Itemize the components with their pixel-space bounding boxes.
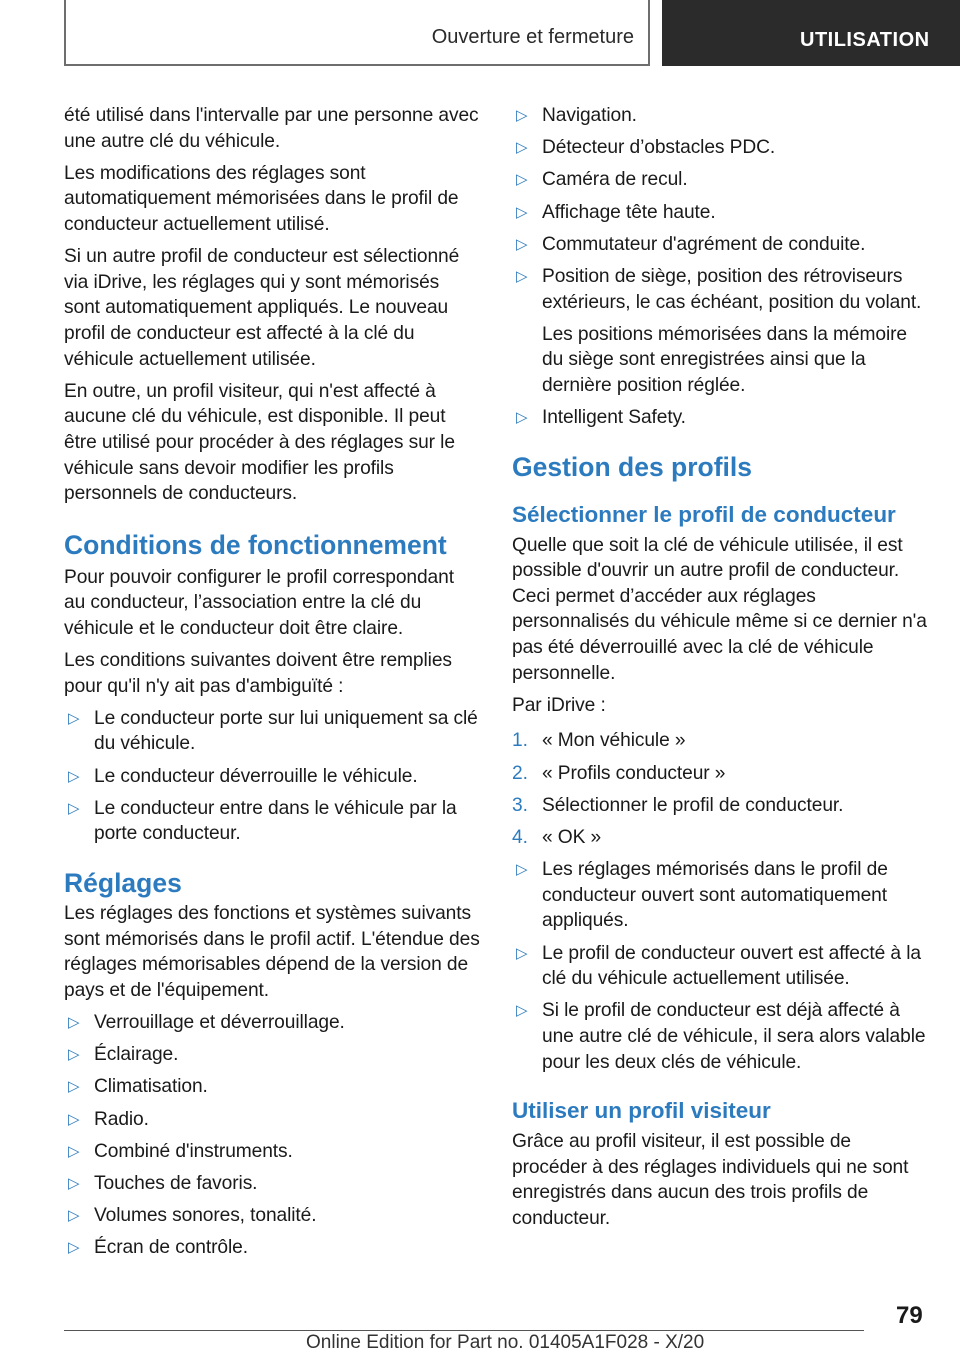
list-item-note: Les positions mémorisées dans la mémoire du siège sont enregistrées ainsi que la dernière position réglée.: [542, 323, 907, 396]
paragraph: Si un autre profil de conducteur est sélectionné via iDrive, les réglages qui y sont mémorisés sont automatiquement appliqués. Le nouveau profil de conducteur est affecté à la clé du véhicule actuellement utilisée.: [64, 246, 460, 370]
triangle-bullet-icon: ▷: [68, 1174, 80, 1192]
list-item: ▷ Radio.: [64, 1107, 480, 1133]
conditions-list: [64, 706, 480, 847]
step-number: 2.: [512, 762, 528, 784]
paragraph: Par iDrive :: [512, 694, 606, 716]
list-item: ▷ Touches de favoris.: [64, 1171, 480, 1197]
footer-edition: Online Edition for Part no. 01405A1F028 - X/20: [306, 1332, 705, 1353]
triangle-bullet-icon: ▷: [516, 203, 528, 221]
triangle-bullet-icon: ▷: [516, 171, 528, 189]
reglages-list: [64, 1010, 480, 1261]
header-chapter-tab: [662, 0, 960, 66]
list-item: ▷ Combiné d'instruments.: [64, 1139, 480, 1165]
header-section-box: [64, 0, 650, 66]
paragraph: Grâce au profil visiteur, il est possible de procéder à des réglages individuels qui ne sont enregistrés dans aucun des trois profils de conducteur.: [512, 1131, 909, 1229]
header-chapter-label: UTILISATION: [800, 29, 930, 51]
heading-reglages: Réglages: [64, 868, 182, 898]
list-item: ▷ Le conducteur déverrouille le véhicule.: [64, 764, 480, 790]
list-item: 2. « Profils conducteur »: [512, 761, 928, 787]
left-column: [64, 103, 480, 1267]
triangle-bullet-icon: ▷: [68, 767, 80, 785]
list-item: ▷ Intelligent Safety.: [512, 405, 928, 431]
list-item: ▷ Le conducteur porte sur lui uniquement sa clé du véhicule.: [68, 707, 478, 755]
heading-select-profile: Sélectionner le profil de conducteur: [512, 501, 896, 527]
paragraph: En outre, un profil visiteur, qui n'est affecté à aucune clé du véhicule, est disponible. Il peut être utilisé pour procéder à des réglages sur le véhicule sans devoir modifier les profils personnels de conducteurs.: [64, 380, 455, 505]
step-number: 3.: [512, 794, 528, 816]
step-number: 4.: [512, 827, 528, 848]
steps-list: [512, 728, 928, 850]
list-item: 1. « Mon véhicule »: [512, 728, 928, 754]
triangle-bullet-icon: ▷: [516, 139, 528, 157]
paragraph: Les conditions suivantes doivent être remplies pour qu'il n'y ait pas d'ambiguïté :: [64, 650, 452, 697]
list-item: ▷ Commutateur d'agrément de conduite.: [512, 232, 928, 258]
list-item: 3. Sélectionner le profil de conducteur.: [512, 793, 928, 819]
list-item: ▷ Navigation.: [512, 103, 928, 129]
page-header: [0, 0, 960, 66]
list-item: ▷ Le profil de conducteur ouvert est affecté à la clé du véhicule actuellement utilisée.: [516, 942, 921, 990]
triangle-bullet-icon: ▷: [68, 1110, 80, 1128]
triangle-bullet-icon: ▷: [68, 799, 80, 817]
step-number: 1.: [512, 730, 528, 752]
triangle-bullet-icon: ▷: [516, 861, 528, 879]
heading-visitor-profile: Utiliser un profil visiteur: [512, 1098, 771, 1124]
list-item: ▷ Éclairage.: [64, 1042, 480, 1068]
paragraph: Quelle que soit la clé de véhicule utilisée, il est possible d'ouvrir un autre profil de conducteur. Ceci permet d’accéder aux réglages personnalisés du véhicule même si ce dernier n'a pas été déverrouillé avec la clé de véhicule personnelle.: [512, 534, 927, 684]
triangle-bullet-icon: ▷: [516, 409, 528, 427]
triangle-bullet-icon: ▷: [516, 107, 528, 124]
triangle-bullet-icon: ▷: [68, 1013, 80, 1031]
paragraph: Les modifications des réglages sont automatiquement mémorisées dans le profil de conducteur actuellement utilisé.: [64, 162, 459, 235]
list-item: ▷ Position de siège, position des rétroviseurs extérieurs, le cas échéant, position du volant. Les positions mémorisées dans la mémoire du siège sont enregistrées ainsi que la dernière position réglée.: [512, 264, 928, 399]
heading-conditions: Conditions de fonctionnement: [64, 529, 447, 560]
triangle-bullet-icon: ▷: [68, 1239, 80, 1257]
list-item: 4. « OK »: [512, 825, 928, 851]
list-item: ▷ Affichage tête haute.: [512, 200, 928, 226]
paragraph: Les réglages des fonctions et systèmes suivants sont mémorisés dans le profil actif. L'étendue des réglages mémorisables dépend de la version de pays et de l'équipement.: [64, 903, 480, 1001]
paragraph: Pour pouvoir configurer le profil correspondant au conducteur, l’association entre la clé du véhicule et le conducteur doit être claire.: [64, 566, 454, 639]
triangle-bullet-icon: ▷: [68, 1078, 80, 1096]
list-item: ▷ Caméra de recul.: [512, 167, 928, 193]
right-column: [512, 103, 928, 1238]
paragraph: été utilisé dans l'intervalle par une personne avec une autre clé du véhicule.: [64, 105, 479, 152]
header-section-title: Ouverture et fermeture: [431, 26, 634, 48]
list-item: ▷ Écran de contrôle.: [64, 1235, 480, 1261]
triangle-bullet-icon: ▷: [68, 709, 80, 727]
list-item: ▷ Climatisation.: [64, 1074, 480, 1100]
list-item: ▷ Le conducteur entre dans le véhicule par la porte conducteur.: [68, 797, 457, 845]
list-item: ▷ Volumes sonores, tonalité.: [64, 1203, 480, 1229]
reglages-list-continued: [512, 103, 928, 431]
triangle-bullet-icon: ▷: [516, 944, 528, 962]
list-item: ▷ Si le profil de conducteur est déjà affecté à une autre clé de véhicule, il sera alors valable pour les deux clés de véhicule.: [516, 1000, 926, 1073]
footer-divider: [64, 1330, 864, 1331]
results-list: [512, 857, 928, 1075]
triangle-bullet-icon: ▷: [516, 267, 528, 285]
triangle-bullet-icon: ▷: [68, 1207, 80, 1225]
triangle-bullet-icon: ▷: [68, 1046, 80, 1064]
list-item: ▷ Les réglages mémorisés dans le profil de conducteur ouvert sont automatiquement appliqués.: [516, 859, 888, 932]
list-item: ▷ Verrouillage et déverrouillage.: [64, 1010, 480, 1036]
triangle-bullet-icon: ▷: [68, 1142, 80, 1160]
triangle-bullet-icon: ▷: [516, 235, 528, 253]
page-number: 79: [896, 1302, 923, 1329]
list-item: ▷ Détecteur d’obstacles PDC.: [512, 135, 928, 161]
heading-gestion: Gestion des profils: [512, 451, 753, 482]
triangle-bullet-icon: ▷: [516, 1002, 528, 1020]
